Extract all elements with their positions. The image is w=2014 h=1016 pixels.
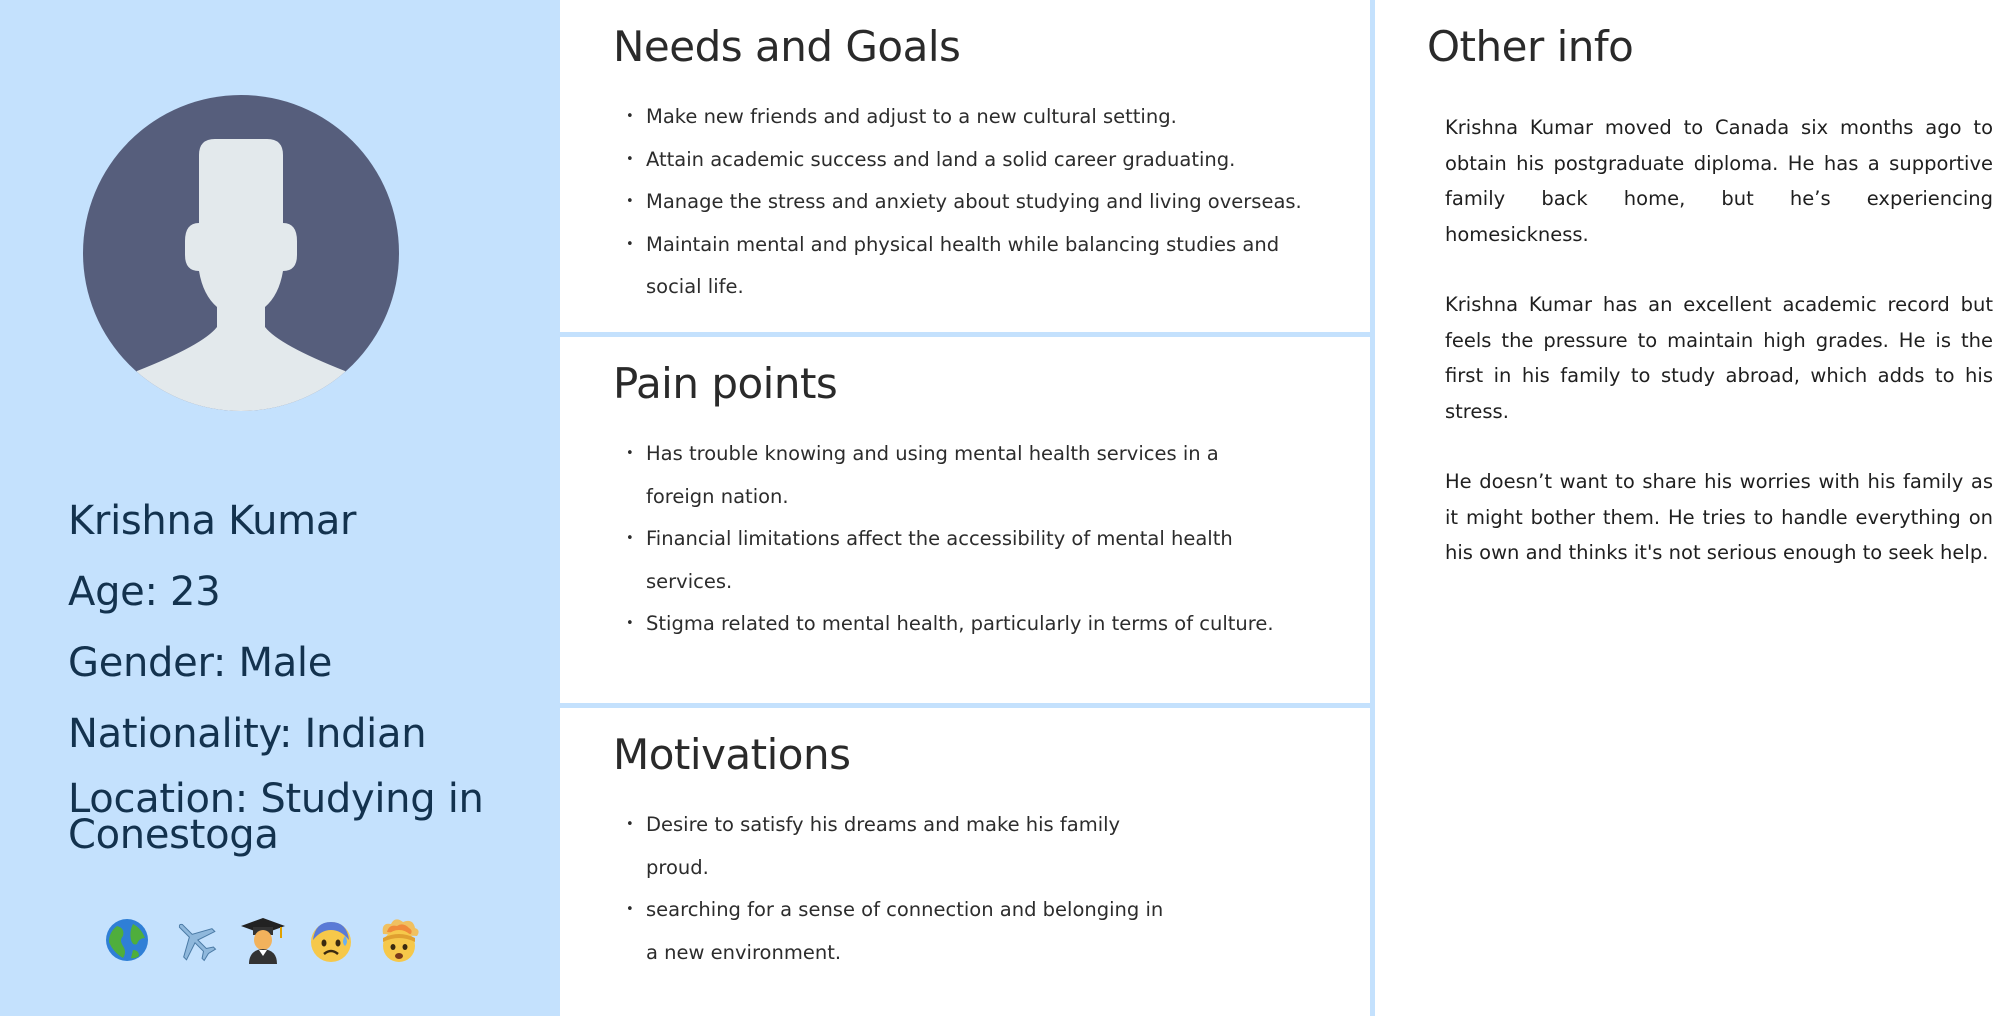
- motivations-list: [628, 804, 1326, 974]
- list-item: • Attain academic success and land a solid career graduating.: [646, 139, 1326, 182]
- list-item: • Stigma related to mental health, particularly in terms of culture.: [646, 603, 1326, 646]
- profile-location: Location: Studying in Conestoga: [68, 776, 484, 858]
- other-info-card: [1375, 0, 2014, 1016]
- needs-goals-list: [628, 96, 1326, 309]
- profile-gender: Gender: Male: [68, 640, 333, 686]
- list-item: • Manage the stress and anxiety about studying and living overseas.: [646, 181, 1326, 224]
- pain-points-title: Pain points: [613, 359, 838, 408]
- pain-points-card: [560, 337, 1370, 703]
- profile-details: [68, 497, 548, 876]
- exploding-head-icon: [375, 916, 423, 964]
- motivations-card: [560, 708, 1370, 1016]
- globe-icon: [103, 916, 151, 964]
- list-item: • searching for a sense of connection and belonging in a new environment.: [646, 889, 1166, 974]
- graduate-icon: [239, 916, 287, 964]
- needs-goals-title: Needs and Goals: [613, 22, 961, 71]
- list-item: • Maintain mental and physical health while balancing studies and social life.: [646, 224, 1286, 309]
- list-item: • Desire to satisfy his dreams and make his family proud.: [646, 804, 1136, 889]
- airplane-icon: [171, 916, 219, 964]
- other-info-paragraph: Krishna Kumar moved to Canada six months ago to obtain his postgraduate diploma. He has a supportive family back home, but he’s experiencing homesickness.: [1445, 116, 1993, 246]
- needs-goals-card: [560, 0, 1370, 332]
- other-info-body: [1445, 110, 1993, 606]
- profile-panel: [3, 0, 559, 1016]
- user-avatar-icon: [83, 95, 399, 411]
- profile-age: Age: 23: [68, 569, 221, 615]
- list-item: • Financial limitations affect the accessibility of mental health services.: [646, 518, 1246, 603]
- pain-points-list: [628, 433, 1326, 646]
- profile-nationality: Nationality: Indian: [68, 711, 427, 757]
- list-item: • Make new friends and adjust to a new cultural setting.: [646, 96, 1326, 139]
- anxious-face-icon: [307, 916, 355, 964]
- list-item: • Has trouble knowing and using mental health services in a foreign nation.: [646, 433, 1246, 518]
- emoji-row: [103, 915, 443, 965]
- other-info-title: Other info: [1427, 22, 1634, 71]
- profile-name: Krishna Kumar: [68, 498, 357, 544]
- motivations-title: Motivations: [613, 730, 851, 779]
- other-info-paragraph: Krishna Kumar has an excellent academic record but feels the pressure to maintain high grades. He is the first in his family to study abroad, which adds to his stress.: [1445, 293, 1993, 423]
- other-info-paragraph: He doesn’t want to share his worries with his family as it might bother them. He tries to handle everything on his own and thinks it's not serious enough to seek help.: [1445, 470, 1993, 564]
